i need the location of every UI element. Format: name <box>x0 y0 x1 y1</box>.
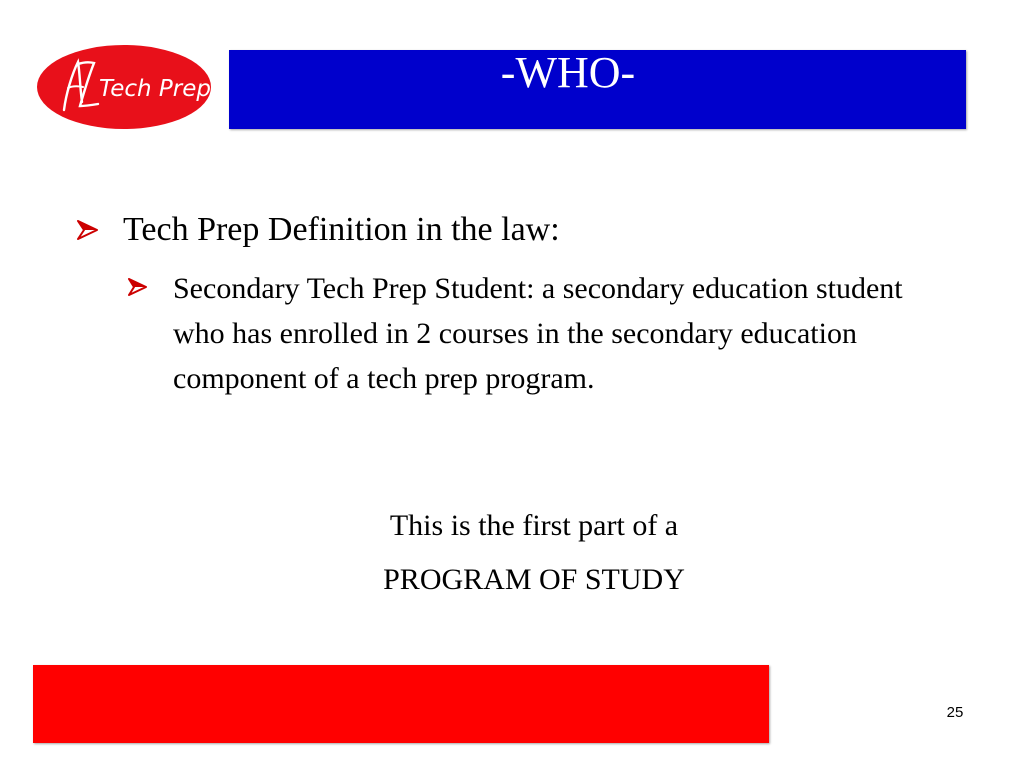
page-number: 25 <box>946 704 964 721</box>
arrowhead-bullet-icon <box>127 278 147 296</box>
bullet-level-1-text: Tech Prep Definition in the law: <box>123 211 560 248</box>
bullet-level-2-text: Secondary Tech Prep Student: a secondary education student who has enrolled in 2 courses in the secondary education component of a tech prep program. <box>173 272 903 395</box>
program-note-line-2: PROGRAM OF STUDY <box>383 563 685 596</box>
slide-title: -WHO- <box>500 48 636 97</box>
footer-bar <box>33 665 769 743</box>
logo-wordmark: Tech Prep <box>99 76 211 102</box>
program-note-line-1: This is the first part of a <box>389 509 679 542</box>
arrowhead-bullet-icon <box>76 220 98 240</box>
